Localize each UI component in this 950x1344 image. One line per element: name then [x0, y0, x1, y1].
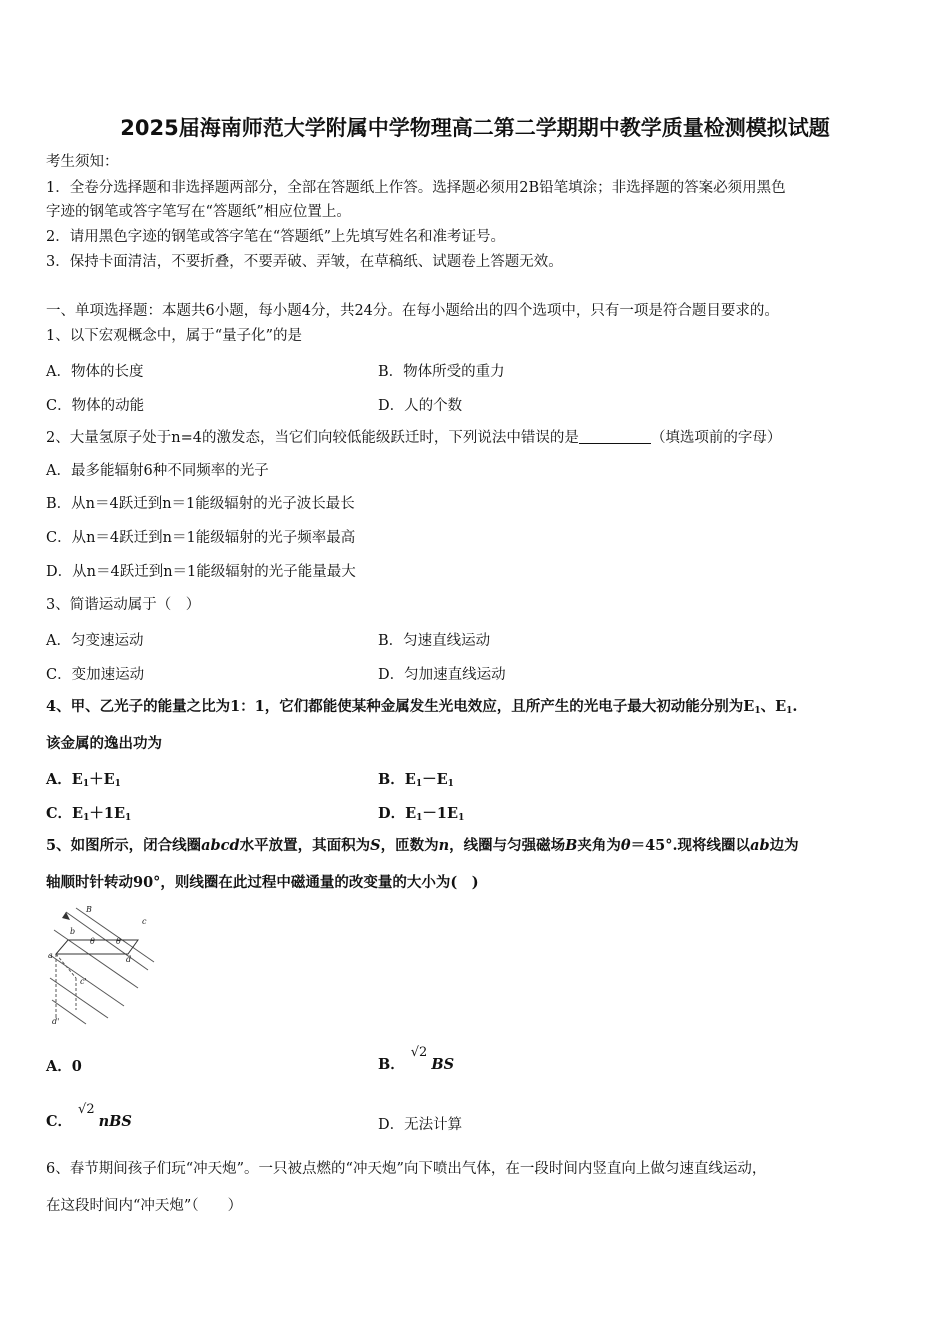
- notice-item-1-line2: 字迹的钢笔或答字笔写在“答题纸”相应位置上。: [46, 204, 351, 220]
- notice-item-1-line1: 1．全卷分选择题和非选择题两部分，全部在答题纸上作答。选择题必须用2B铅笔填涂；非选择题的答案必须用黑色: [46, 180, 786, 196]
- q2-option-c: C．从n＝4跃迁到n＝1能级辐射的光子频率最高: [46, 530, 356, 546]
- q4-option-c: [46, 802, 131, 823]
- field-line: [66, 912, 148, 970]
- label-b: b: [70, 927, 76, 936]
- q4-stem-end: .: [792, 698, 798, 715]
- label-c: c: [142, 917, 147, 926]
- q5-text-2: 水平放置，其面积为: [239, 837, 371, 854]
- q5-var-n: n: [438, 837, 450, 854]
- q5-option-c: [46, 1101, 132, 1130]
- label-theta: θ: [116, 937, 121, 946]
- q5-c-expr: nBS: [98, 1113, 132, 1130]
- subscript: 1: [458, 813, 465, 823]
- q5-option-d: D．无法计算: [378, 1117, 463, 1133]
- q2-option-b: B．从n＝4跃迁到n＝1能级辐射的光子波长最长: [46, 496, 355, 512]
- q5-c-text: C．: [46, 1113, 73, 1130]
- q1-option-b: B．物体所受的重力: [378, 364, 505, 380]
- subscript: 1: [125, 813, 132, 823]
- label-theta: θ: [90, 937, 95, 946]
- question-4-stem: [46, 697, 797, 721]
- q4-c-op: ＋1E: [89, 805, 126, 822]
- exam-title: 2025届海南师范大学附属中学物理高二第二学期期中教学质量检测模拟试题: [120, 116, 830, 140]
- q5-option-b: [378, 1044, 455, 1073]
- notice-heading: 考生须知：: [46, 154, 119, 170]
- question-5-stem: [46, 836, 799, 856]
- label-d: d: [126, 955, 132, 964]
- q5-var-ab: ab: [750, 837, 770, 854]
- q5-b-text: B．: [378, 1056, 405, 1073]
- q1-option-d: D．人的个数: [378, 398, 463, 414]
- q4-option-b: [378, 768, 454, 789]
- q5-text-7: 边为: [769, 837, 799, 854]
- q1-option-a: A．物体的长度: [46, 364, 144, 380]
- label-d-prime: d': [52, 1017, 60, 1026]
- q4-b-op: －E: [422, 771, 448, 788]
- arrow-head-icon: [62, 912, 70, 920]
- q5-option-a: A．0: [46, 1058, 82, 1075]
- coil-magnetic-field-figure: [46, 900, 156, 1026]
- question-2-stem: [46, 428, 781, 448]
- q4-stem-mid: 、E: [760, 698, 787, 715]
- q2-option-a: A．最多能辐射6种不同频率的光子: [46, 463, 269, 479]
- label-c-prime: c': [80, 977, 87, 986]
- q3-option-d: D．匀加速直线运动: [378, 667, 506, 683]
- q2-option-d: D．从n＝4跃迁到n＝1能级辐射的光子能量最大: [46, 564, 356, 580]
- q5-var-theta: θ: [620, 837, 631, 854]
- q5-text-5: 夹角为: [577, 837, 621, 854]
- q4-a-text: A．E: [46, 771, 83, 788]
- q5-text-4: ，线圈与匀强磁场: [449, 837, 566, 854]
- q5-b-expr: BS: [431, 1056, 455, 1073]
- q5-text-6: ＝45°.现将线圈以: [630, 837, 751, 854]
- q4-stem-text: 4、甲、乙光子的能量之比为1：1，它们都能使某种金属发生光电效应，且所产生的光电子最大初动能分别为E: [46, 698, 755, 715]
- q3-option-c: C．变加速运动: [46, 667, 145, 683]
- q3-option-a: A．匀变速运动: [46, 633, 144, 649]
- subscript: 1: [114, 779, 121, 789]
- question-4-stem-line2: 该金属的逸出功为: [46, 735, 162, 752]
- notice-item-2: 2．请用黑色字迹的钢笔或答字笔在“答题纸”上先填写姓名和准考证号。: [46, 229, 506, 245]
- subscript: 1: [83, 813, 90, 823]
- q4-b-text: B．E: [378, 771, 416, 788]
- subscript: 1: [416, 813, 423, 823]
- q4-d-text: D．E: [378, 805, 417, 822]
- q4-d-op: －1E: [422, 805, 459, 822]
- q4-c-text: C．E: [46, 805, 84, 822]
- q4-option-a: [46, 768, 121, 789]
- q2-stem-text: 2、大量氢原子处于n=4的激发态，当它们向较低能级跃迁时，下列说法中错误的是: [46, 430, 579, 446]
- question-3-stem: 3、简谐运动属于（ ）: [46, 597, 201, 613]
- question-6-stem-line2: 在这段时间内“冲天炮”（ ）: [46, 1198, 243, 1214]
- q4-a-op: ＋E: [89, 771, 115, 788]
- subscript: 1: [447, 779, 454, 789]
- label-a: a: [48, 951, 53, 960]
- q5-var-s: S: [370, 837, 381, 854]
- subscript: 1: [82, 779, 90, 789]
- q5-var-abcd: abcd: [201, 837, 240, 854]
- question-6-stem: 6、春节期间孩子们玩“冲天炮”。一只被点燃的“冲天炮”向下喷出气体，在一段时间内竖直向上做匀速直线运动，: [46, 1161, 767, 1177]
- q4-option-d: [378, 802, 464, 823]
- question-1-stem: 1、以下宏观概念中，属于“量子化”的是: [46, 328, 303, 344]
- subscript: 1: [786, 706, 793, 716]
- q5-text-3: ，匝数为: [380, 837, 439, 854]
- label-b-field: B: [86, 905, 92, 914]
- subscript: 1: [754, 706, 761, 716]
- q5-text-1: 5、如图所示，闭合线圈: [46, 837, 202, 854]
- section-heading: 一、单项选择题：本题共6小题，每小题4分，共24分。在每小题给出的四个选项中，只有一项是符合题目要求的。: [46, 303, 779, 319]
- q2-stem-suffix: （填选项前的字母）: [650, 430, 782, 446]
- subscript: 1: [415, 779, 423, 789]
- rotated-edge-dashed: [56, 954, 76, 978]
- question-5-stem-line2: 轴顺时针转动90°，则线圈在此过程中磁通量的改变量的大小为( ): [46, 874, 479, 891]
- q5-var-b: B: [565, 837, 578, 854]
- sqrt-symbol: √2: [410, 1045, 428, 1060]
- q1-option-c: C．物体的动能: [46, 398, 145, 414]
- field-line: [50, 955, 124, 1006]
- sqrt-symbol: √2: [78, 1102, 95, 1117]
- field-line: [50, 978, 108, 1018]
- answer-blank: [579, 429, 651, 444]
- q3-option-b: B．匀速直线运动: [378, 633, 491, 649]
- notice-item-3: 3．保持卡面清洁，不要折叠，不要弄破、弄皱，在草稿纸、试题卷上答题无效。: [46, 254, 563, 270]
